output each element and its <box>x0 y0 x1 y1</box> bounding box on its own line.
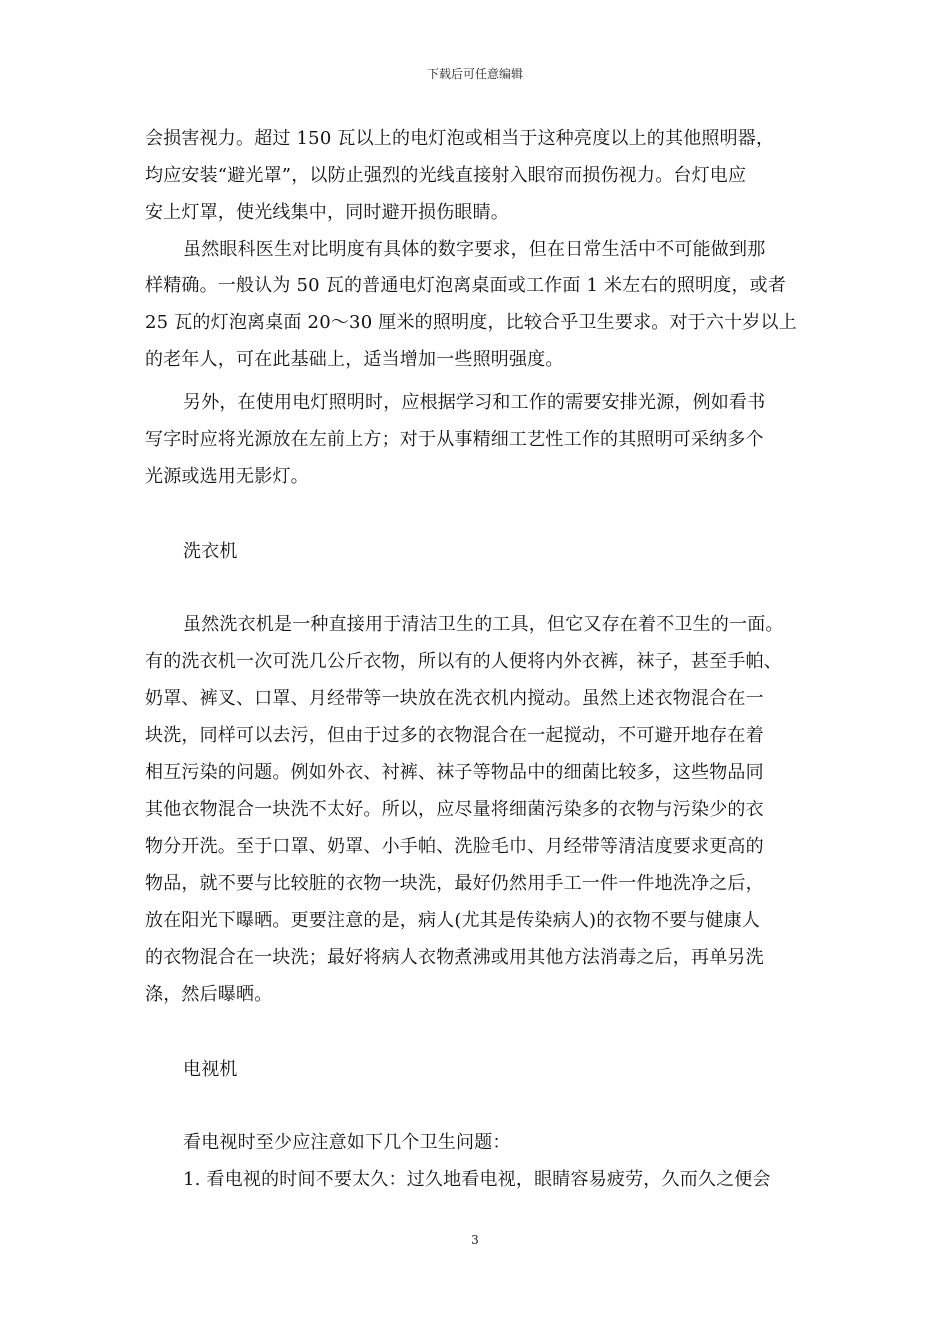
paragraph-line: 安上灯罩，使光线集中，同时避开损伤眼睛。 <box>145 202 509 223</box>
paragraph-line: 涤，然后曝晒。 <box>145 984 273 1005</box>
paragraph-line: 看电视时至少应注意如下几个卫生问题： <box>183 1132 511 1153</box>
paragraph-line: 有的洗衣机一次可洗几公斤衣物，所以有的人便将内外衣裤，袜子，甚至手帕、 <box>145 651 782 672</box>
page-number: 3 <box>471 1233 479 1247</box>
paragraph-line: 块洗，同样可以去污，但由于过多的衣物混合在一起搅动，不可避开地存在着 <box>145 725 764 746</box>
paragraph-line: 虽然眼科医生对比明度有具体的数字要求，但在日常生活中不可能做到那 <box>183 239 766 260</box>
paragraph-line: 样精确。一般认为 50 瓦的普通电灯泡离桌面或工作面 1 米左右的照明度，或者 <box>145 275 787 296</box>
paragraph-line: 会损害视力。超过 150 瓦以上的电灯泡或相当于这种亮度以上的其他照明器， <box>145 128 775 149</box>
paragraph-line: 放在阳光下曝晒。更要注意的是，病人(尤其是传染病人)的衣物不要与健康人 <box>145 910 761 931</box>
paragraph-line: 物品，就不要与比较脏的衣物一块洗，最好仍然用手工一件一件地洗净之后， <box>145 873 764 894</box>
paragraph-line: 的衣物混合在一块洗；最好将病人衣物煮沸或用其他方法消毒之后，再单另洗 <box>145 947 764 968</box>
paragraph-line: 的老年人，可在此基础上，适当增加一些照明强度。 <box>145 349 564 370</box>
paragraph-line: 奶罩、裤叉、口罩、月经带等一块放在洗衣机内搅动。虽然上述衣物混合在一 <box>145 688 764 709</box>
section-heading-tv: 电视机 <box>183 1059 238 1080</box>
paragraph-line: 虽然洗衣机是一种直接用于清洁卫生的工具，但它又存在着不卫生的一面。 <box>183 614 784 635</box>
paragraph-line: 其他衣物混合一块洗不太好。所以，应尽量将细菌污染多的衣物与污染少的衣 <box>145 799 764 820</box>
paragraph-line: 相互污染的问题。例如外衣、衬裤、袜子等物品中的细菌比较多，这些物品同 <box>145 762 764 783</box>
paragraph-line: 写字时应将光源放在左前上方；对于从事精细工艺性工作的其照明可采纳多个 <box>145 429 764 450</box>
paragraph-line: 均应安装“避光罩”，以防止强烈的光线直接射入眼帘而损伤视力。台灯电应 <box>145 165 747 186</box>
paragraph-line: 1. 看电视的时间不要太久：过久地看电视，眼睛容易疲劳，久而久之便会 <box>183 1169 771 1190</box>
paragraph-line: 25 瓦的灯泡离桌面 20～30 厘米的照明度，比较合乎卫生要求。对于六十岁以上 <box>145 312 797 333</box>
paragraph-line: 光源或选用无影灯。 <box>145 466 309 487</box>
page-header: 下载后可任意编辑 <box>426 67 523 81</box>
paragraph-line: 另外，在使用电灯照明时，应根据学习和工作的需要安排光源，例如看书 <box>183 392 766 413</box>
section-heading-washer: 洗衣机 <box>183 541 238 562</box>
paragraph-line: 物分开洗。至于口罩、奶罩、小手帕、洗脸毛巾、月经带等清洁度要求更高的 <box>145 836 764 857</box>
